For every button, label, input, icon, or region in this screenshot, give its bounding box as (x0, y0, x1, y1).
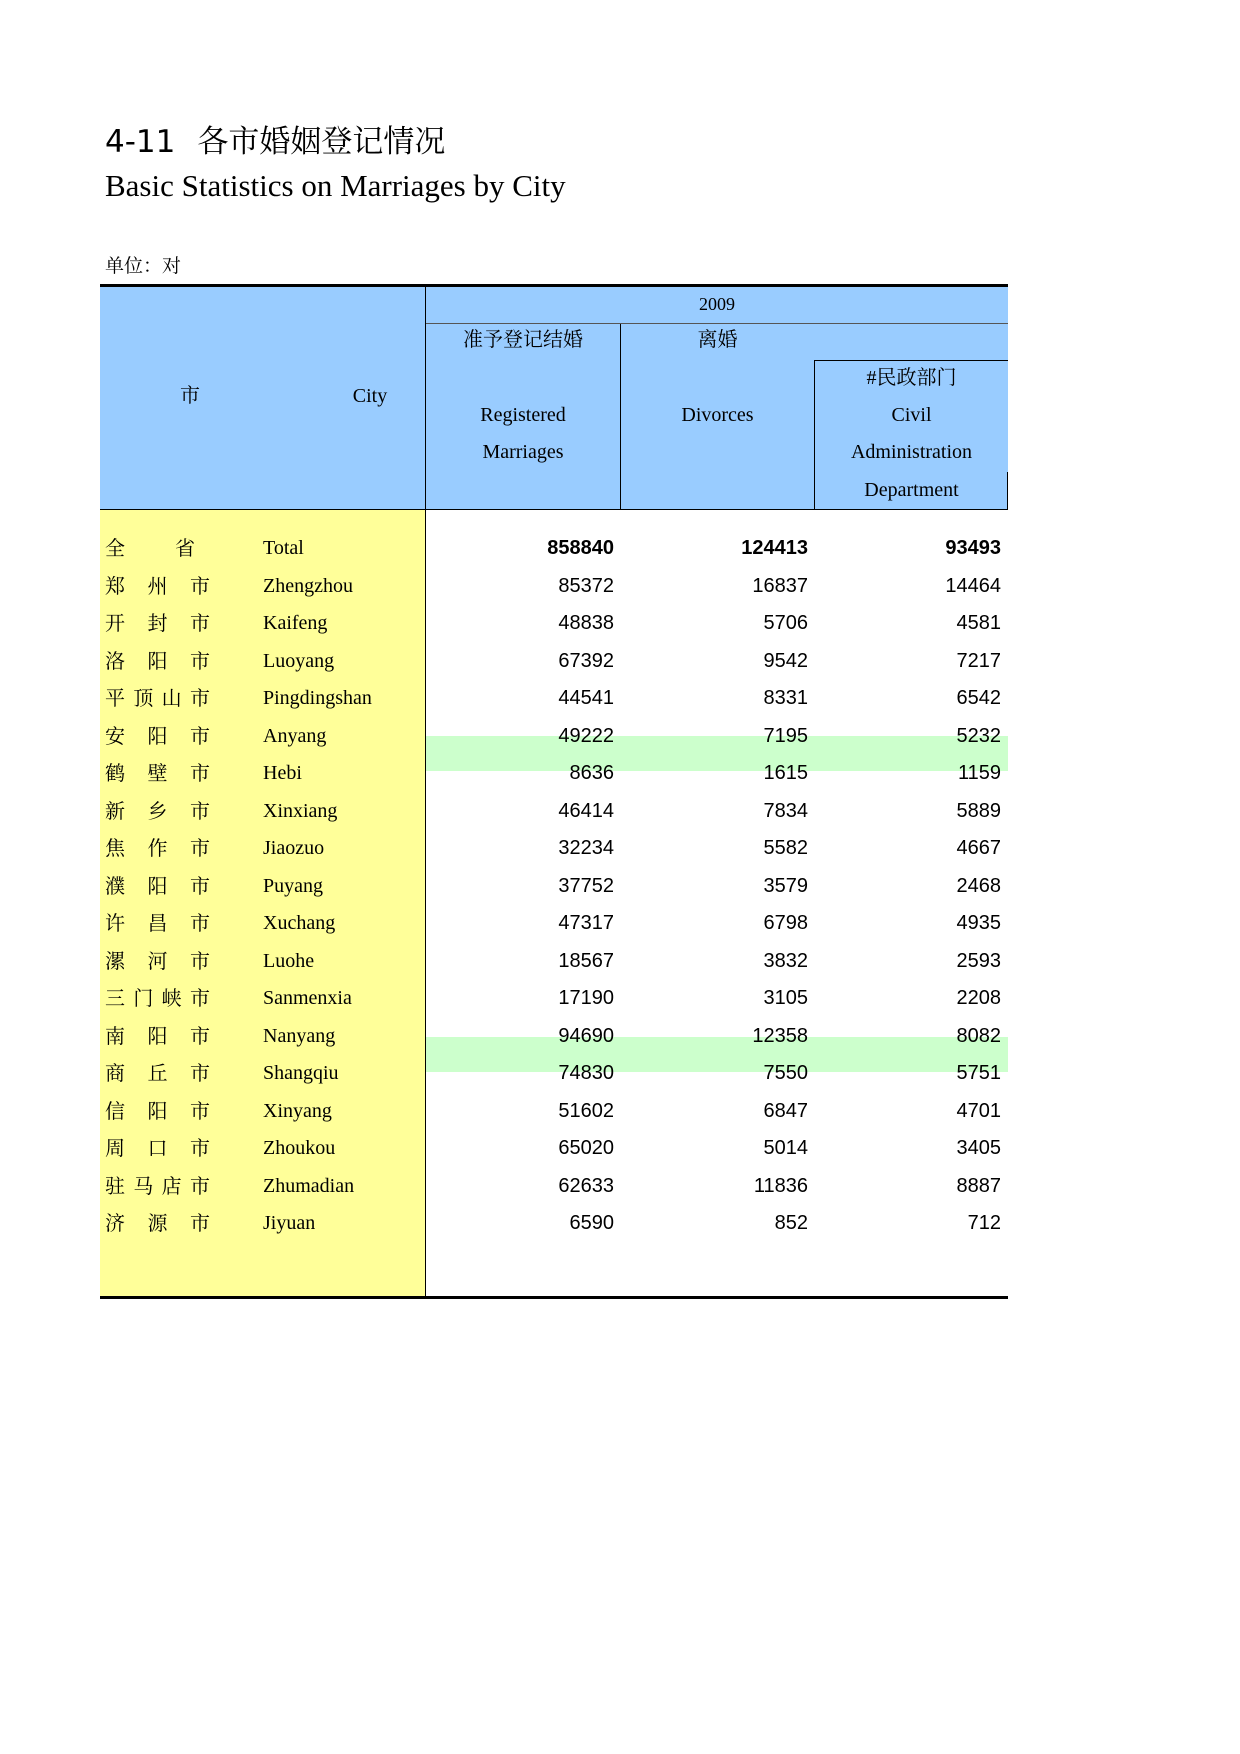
city-name-zh-char: 省 (175, 536, 195, 560)
divorces-cell: 1615 (763, 762, 808, 784)
registered-marriages-cell: 65020 (558, 1137, 614, 1159)
civil-administration-cell: 8082 (956, 1024, 1001, 1047)
table-row (100, 980, 1008, 1017)
city-name-en: Jiaozuo (263, 837, 325, 859)
city-name-en: Jiyuan (263, 1212, 316, 1234)
table-row (100, 755, 1008, 792)
registered-marriages-cell: 18567 (558, 949, 614, 972)
registered-marriages-cell: 8636 (569, 762, 614, 784)
city-name-zh-char: 市 (190, 611, 210, 635)
registered-marriages-cell: 47317 (558, 912, 614, 934)
table-row (100, 605, 1008, 642)
city-name-zh-char: 市 (190, 1211, 210, 1235)
table-row (100, 1055, 1008, 1092)
registered-marriages-cell: 85372 (558, 574, 614, 597)
city-name-zh-char: 周 (105, 1136, 125, 1160)
city-name-zh (105, 1018, 210, 1055)
city-name-zh (105, 643, 210, 680)
city-name-zh (105, 1130, 210, 1167)
city-name-zh-char: 门 (133, 986, 154, 1010)
divorces-cell: 7195 (763, 724, 808, 747)
city-name-zh (105, 793, 210, 830)
header-col2-en: Divorces (681, 404, 754, 426)
civil-administration-cell: 14464 (945, 574, 1001, 597)
civil-administration-cell: 3405 (956, 1137, 1001, 1159)
table-row (100, 1205, 1008, 1242)
civil-administration-cell: 93493 (945, 537, 1001, 559)
city-name-en: Xinyang (263, 1099, 332, 1122)
civil-administration-cell: 4581 (956, 612, 1001, 634)
table-row (100, 905, 1008, 942)
registered-marriages-cell: 46414 (558, 799, 614, 822)
city-name-en: Total (263, 537, 304, 559)
civil-administration-cell: 2208 (956, 987, 1001, 1009)
city-name-zh (105, 1205, 210, 1242)
city-name-zh-char: 顶 (133, 686, 154, 710)
city-name-en: Xuchang (263, 912, 336, 934)
city-name-zh (105, 718, 210, 755)
city-name-zh-char: 峡 (161, 986, 182, 1010)
city-name-zh-char: 市 (190, 573, 210, 598)
divorces-cell: 852 (774, 1212, 808, 1234)
city-name-zh-char: 市 (190, 1098, 210, 1123)
city-name-en: Luohe (263, 949, 315, 972)
registered-marriages-cell: 6590 (569, 1212, 614, 1234)
table-row (100, 680, 1008, 717)
table-row (100, 643, 1008, 680)
city-name-zh-char: 市 (189, 986, 210, 1010)
registered-marriages-cell: 94690 (558, 1024, 614, 1047)
city-name-zh-char: 焦 (105, 836, 125, 860)
city-name-zh-char: 阳 (147, 648, 168, 673)
city-name-zh-char: 作 (147, 836, 168, 860)
header-col1-en-1: Registered (480, 404, 566, 426)
city-name-zh-char: 州 (147, 573, 168, 598)
civil-administration-cell: 5232 (956, 724, 1001, 747)
city-name-zh-char: 口 (147, 1136, 168, 1160)
city-name-zh-char: 市 (190, 911, 210, 935)
registered-marriages-cell: 44541 (558, 687, 614, 709)
header-col1-en-2: Marriages (482, 441, 564, 463)
city-name-zh (105, 905, 210, 942)
city-name-zh-char: 阳 (147, 873, 168, 898)
registered-marriages-cell: 62633 (558, 1174, 614, 1197)
city-name-zh-char: 商 (105, 1061, 125, 1085)
table-row (100, 830, 1008, 867)
city-name-zh-char: 市 (190, 723, 210, 748)
city-name-zh (105, 943, 210, 980)
city-name-zh-char: 漯 (105, 948, 125, 973)
registered-marriages-cell: 51602 (558, 1099, 614, 1122)
city-name-zh-char: 许 (105, 911, 125, 935)
city-name-zh (105, 1055, 210, 1092)
table-row (100, 568, 1008, 605)
city-name-zh-char: 市 (190, 948, 210, 973)
registered-marriages-cell: 37752 (558, 874, 614, 897)
civil-administration-cell: 5889 (956, 799, 1001, 822)
table-row (100, 1018, 1008, 1055)
header-col3-en-3: Department (864, 479, 959, 501)
table-row (100, 868, 1008, 905)
table-row (100, 1168, 1008, 1205)
header-year: 2009 (699, 294, 735, 314)
city-name-zh (105, 530, 195, 567)
city-name-zh-char: 三 (105, 986, 125, 1010)
divorces-cell: 8331 (763, 687, 808, 709)
header-col1-zh: 准予登记结婚 (463, 329, 583, 351)
city-name-zh-char: 濮 (105, 873, 125, 898)
city-name-zh-char: 市 (190, 798, 210, 823)
divorces-cell: 6847 (763, 1099, 808, 1122)
city-name-zh-char: 安 (105, 723, 125, 748)
city-name-en: Sanmenxia (263, 987, 352, 1009)
registered-marriages-cell: 858840 (547, 537, 614, 559)
city-name-zh-char: 市 (190, 761, 210, 785)
unit-label: 单位：对 (105, 255, 182, 277)
civil-administration-cell: 4935 (956, 912, 1001, 934)
civil-administration-cell: 712 (967, 1212, 1001, 1234)
city-name-zh-char: 平 (105, 686, 125, 710)
city-name-zh-char: 市 (190, 648, 210, 673)
statistics-table (100, 284, 1008, 1299)
city-name-zh (105, 680, 210, 717)
city-name-zh-char: 信 (105, 1098, 125, 1123)
city-name-zh-char: 洛 (105, 648, 125, 673)
table-row (100, 1093, 1008, 1130)
header-col3-en-1: Civil (891, 404, 932, 426)
header-col3-zh: #民政部门 (866, 367, 957, 389)
civil-administration-cell: 6542 (956, 687, 1001, 709)
registered-marriages-cell: 32234 (558, 837, 614, 859)
city-name-zh-char: 昌 (147, 911, 168, 935)
city-name-zh-char: 阳 (147, 723, 168, 748)
divorces-cell: 5014 (763, 1137, 808, 1159)
civil-administration-cell: 8887 (956, 1174, 1001, 1197)
divorces-cell: 16837 (752, 574, 808, 597)
city-name-zh-char: 源 (147, 1211, 168, 1235)
registered-marriages-cell: 49222 (558, 724, 614, 747)
city-name-en: Kaifeng (263, 612, 328, 634)
civil-administration-cell: 2593 (956, 949, 1001, 972)
divorces-cell: 12358 (752, 1024, 808, 1047)
city-name-en: Xinxiang (263, 799, 338, 822)
divorces-cell: 5582 (763, 837, 808, 859)
city-name-zh-char: 市 (190, 873, 210, 898)
city-name-zh-char: 开 (105, 611, 125, 635)
registered-marriages-cell: 48838 (558, 612, 614, 634)
city-name-zh-char: 市 (190, 1061, 210, 1085)
civil-administration-cell: 1159 (957, 762, 1001, 784)
city-name-zh-char: 市 (189, 1173, 210, 1198)
page-title-en: Basic Statistics on Marriages by City (105, 168, 566, 203)
divorces-cell: 7550 (763, 1062, 808, 1084)
city-name-zh-char: 新 (105, 798, 125, 823)
city-name-zh (105, 605, 210, 642)
header-city-en: City (352, 385, 388, 407)
city-name-zh-char: 南 (105, 1023, 125, 1048)
header-bottom-rule (100, 509, 1008, 510)
registered-marriages-cell: 74830 (558, 1062, 614, 1084)
city-name-en: Luoyang (263, 649, 335, 672)
city-name-zh (105, 568, 210, 605)
city-name-en: Pingdingshan (263, 687, 372, 709)
city-name-en: Zhumadian (263, 1174, 355, 1197)
registered-marriages-cell: 17190 (558, 987, 614, 1009)
city-name-en: Puyang (263, 874, 323, 897)
city-name-zh-char: 鹤 (105, 761, 125, 785)
city-name-zh-char: 市 (190, 1023, 210, 1048)
city-name-en: Zhengzhou (263, 574, 353, 597)
city-name-zh (105, 755, 210, 792)
table-row (100, 943, 1008, 980)
city-name-zh-char: 郑 (105, 573, 125, 598)
table-number: 4-11 (105, 124, 176, 160)
civil-administration-cell: 4667 (956, 837, 1001, 859)
city-name-en: Nanyang (263, 1024, 336, 1047)
divorces-cell: 124413 (741, 537, 808, 559)
city-name-zh-char: 驻 (105, 1173, 125, 1198)
city-name-zh (105, 1168, 210, 1205)
city-name-en: Hebi (263, 762, 302, 784)
table-row (100, 793, 1008, 830)
city-name-zh-char: 全 (105, 536, 125, 560)
divorces-cell: 7834 (763, 799, 808, 822)
city-name-zh-char: 济 (105, 1211, 125, 1235)
city-name-zh-char: 市 (190, 836, 210, 860)
city-name-zh-char: 阳 (147, 1098, 168, 1123)
civil-administration-cell: 5751 (956, 1062, 1001, 1084)
city-name-zh-char: 市 (189, 686, 210, 710)
divorces-cell: 6798 (763, 912, 808, 934)
divorces-cell: 5706 (763, 612, 808, 634)
city-name-zh-char: 河 (147, 948, 168, 973)
divorces-cell: 3105 (763, 987, 808, 1009)
civil-administration-cell: 7217 (956, 649, 1001, 672)
divorces-cell: 3832 (763, 949, 808, 972)
city-name-en: Shangqiu (263, 1062, 339, 1084)
city-name-zh (105, 1093, 210, 1130)
city-name-zh (105, 868, 210, 905)
civil-administration-cell: 4701 (956, 1099, 1001, 1122)
divorces-cell: 9542 (763, 649, 808, 672)
registered-marriages-cell: 67392 (558, 649, 614, 672)
bottom-rule (100, 1296, 1008, 1299)
city-name-zh-char: 封 (147, 611, 168, 635)
city-name-en: Anyang (263, 724, 327, 747)
city-name-zh (105, 830, 210, 867)
header-col3-en-2: Administration (850, 441, 973, 463)
title-zh-text: 各市婚姻登记情况 (197, 124, 446, 160)
header-col2-zh: 离婚 (697, 329, 738, 351)
city-name-zh-char: 丘 (147, 1061, 168, 1085)
city-name-zh-char: 市 (190, 1136, 210, 1160)
civil-administration-cell: 2468 (956, 874, 1001, 897)
city-name-zh-char: 山 (161, 686, 182, 710)
city-name-zh-char: 阳 (147, 1023, 168, 1048)
city-name-zh (105, 980, 210, 1017)
city-name-zh-char: 乡 (147, 798, 168, 823)
total-row (100, 530, 1008, 567)
header-city-zh: 市 (180, 385, 200, 407)
city-name-zh-char: 马 (133, 1173, 154, 1198)
city-name-zh-char: 壁 (147, 761, 168, 785)
table-row (100, 718, 1008, 755)
divorces-cell: 3579 (763, 874, 808, 897)
page-title-zh (105, 122, 445, 162)
city-name-en: Zhoukou (263, 1137, 336, 1159)
divorces-cell: 11836 (753, 1174, 808, 1197)
city-name-zh-char: 店 (161, 1173, 182, 1198)
table-row (100, 1130, 1008, 1167)
